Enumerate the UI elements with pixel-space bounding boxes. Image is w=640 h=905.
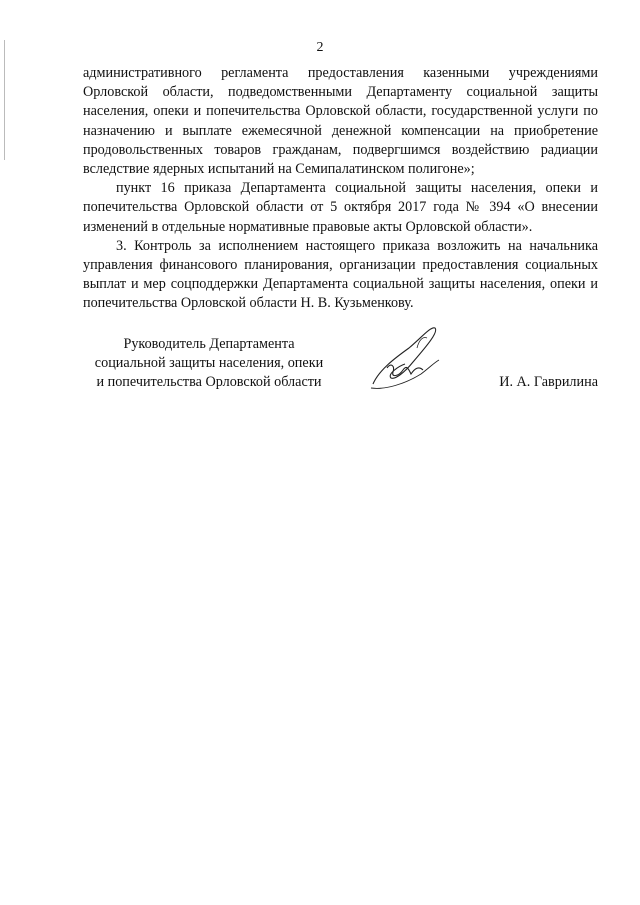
signer-position — [83, 335, 335, 393]
signer-position-line: Руководитель Департамента — [123, 336, 295, 352]
signer-position-line: и попечительства Орловской области — [96, 374, 322, 391]
page-number: 2 — [316, 40, 324, 55]
handwritten-signature — [365, 318, 445, 398]
paragraph-item-3: 3. Контроль за исполнением настоящего приказа возложить на начальника управления финансового планирования, организации предоставления социальных выплат и мер соцподдержки Департамента социальной защиты населения, опеки и попечительства Орловской области Н. В. Кузьменкову. — [83, 237, 598, 312]
signer-position-line: социальной защиты населения, опеки — [94, 355, 324, 372]
margin-mark — [4, 40, 5, 160]
paragraph-continuation: административного регламента предоставления казенными учреждениями Орловской области, подведомственными Департаменту социальной защиты населения, опеки и попечительства Орловской области, государственной услуги по назначению и выплате ежемесячной денежной компенсации на приобретение продовольственных товаров гражданам, подвергшимся воздействию радиации вследствие ядерных испытаний на Семипалатинском полигоне»; — [83, 65, 598, 178]
paragraph-item-16: пункт 16 приказа Департамента социальной защиты населения, опеки и попечительства Орловской области от 5 октября 2017 года № 394 «О внесении изменений в отдельные нормативные правовые акты Орловской области». — [83, 180, 598, 235]
document-body — [83, 64, 598, 314]
signer-name: И. А. Гаврилина — [499, 374, 598, 390]
